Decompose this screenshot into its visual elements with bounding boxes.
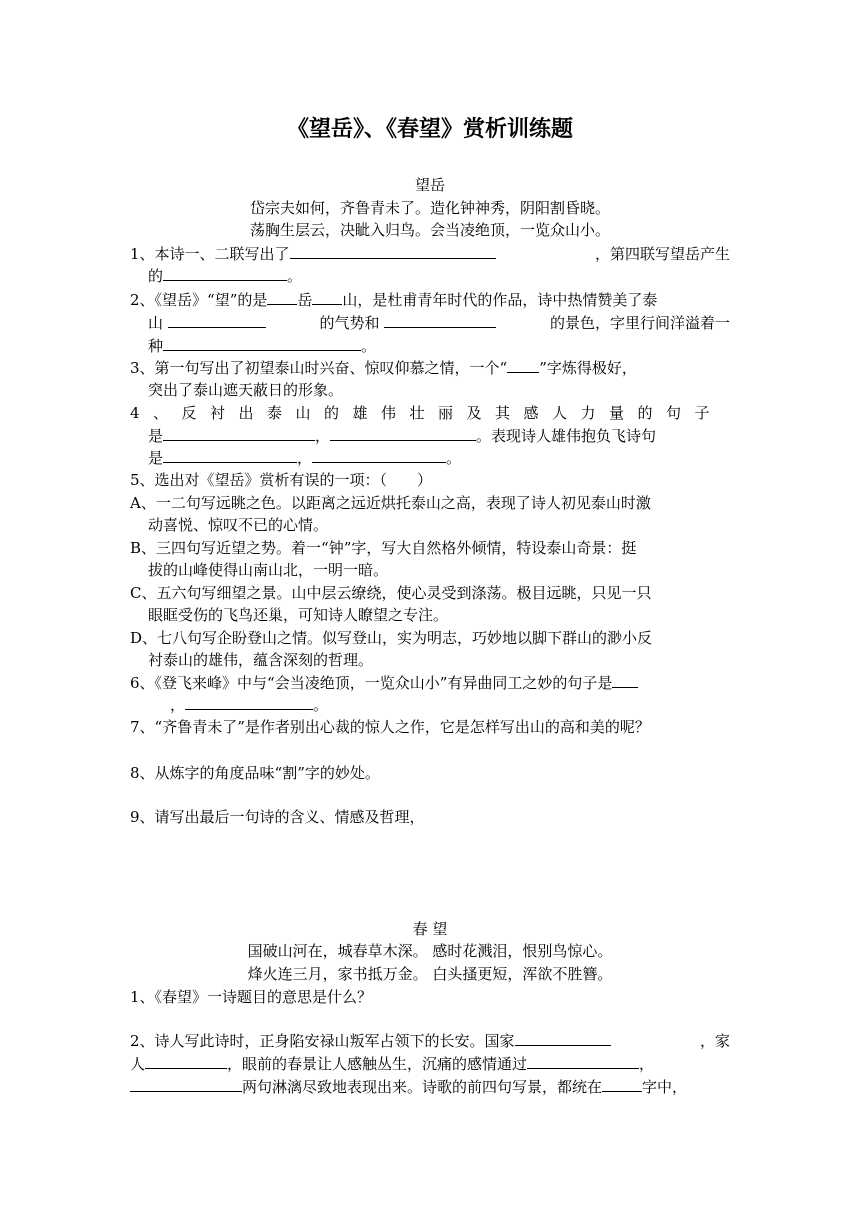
- q6-text-c: 。: [313, 696, 329, 714]
- p2q2-text-b: ，家: [699, 1032, 730, 1050]
- question-4: 4、反衬出泰山的雄伟壮丽及其感人力量的句子: [130, 404, 724, 422]
- poem2-question-2: [130, 1030, 730, 1051]
- q4-text-d: 。表现诗人雄伟抱负飞诗句: [476, 427, 657, 445]
- p2q2-text-d: ，眼前的春景让人感触丛生，沉痛的感情通过: [227, 1055, 528, 1073]
- question-7: 7、“齐鲁青未了”是作者别出心裁的惊人之作，它是怎样写出山的高和美的呢？: [130, 718, 650, 736]
- question-1-cont: [148, 265, 302, 286]
- option-a: A、一二句写远眺之色。以距离之远近烘托泰山之高，表现了诗人初见泰山时激: [130, 494, 651, 512]
- answer-blank[interactable]: [130, 1076, 242, 1092]
- q1-text-d: 。: [287, 267, 303, 285]
- answer-blank[interactable]: [384, 312, 496, 328]
- answer-blank[interactable]: [330, 425, 476, 441]
- question-5: 5、选出对《望岳》赏析有误的一项：（ ）: [130, 471, 433, 489]
- q4-text-g: 。: [446, 449, 462, 467]
- q3-text-a: 3、第一句写出了初望泰山时兴奋、惊叹仰慕之情，一个“: [130, 359, 508, 377]
- q6-text-b: ，: [170, 696, 186, 714]
- option-c-cont: 眼眶受伤的飞鸟还巢，可知诗人瞭望之专注。: [148, 606, 449, 624]
- answer-blank[interactable]: [168, 312, 266, 328]
- answer-blank[interactable]: [312, 447, 446, 463]
- q1-text-b: ，第四联写望岳产生: [594, 245, 730, 263]
- p2q2-text-e: ，: [639, 1055, 655, 1073]
- poem1-line2: 荡胸生层云，决眦入归鸟。会当凌绝顶，一览众山小。: [249, 221, 610, 239]
- poem2-line1: 国破山河在，城春草木深。 感时花溅泪，恨别鸟惊心。: [247, 942, 613, 960]
- q4-text-b: 是: [148, 427, 164, 445]
- q2-text-f: 的景色，字里行间洋溢着一: [549, 314, 730, 332]
- question-3-cont: 突出了泰山遮天蔽日的形象。: [148, 381, 344, 399]
- option-b-cont: 拔的山峰使得山南山北，一明一暗。: [148, 561, 389, 579]
- answer-blank[interactable]: [527, 1053, 639, 1069]
- q4-text-e: 是: [148, 449, 164, 467]
- q1-text-a: 1、本诗一、二联写出了: [130, 245, 290, 263]
- answer-blank[interactable]: [185, 694, 313, 710]
- q2-text-e: 的气势和: [319, 314, 380, 332]
- q2-text-g: 种: [148, 337, 164, 355]
- question-2-cont2: [148, 335, 376, 356]
- q3-text-b: ”字炼得极好，: [539, 359, 637, 377]
- poem2-line2: 烽火连三月，家书抵万金。 白头搔更短，浑欲不胜簪。: [247, 965, 613, 983]
- q2-text-b: 岳: [297, 291, 313, 309]
- page-title: 《望岳》、《春望》赏析训练题: [286, 117, 573, 142]
- q2-text-h: 。: [361, 337, 377, 355]
- answer-blank[interactable]: [312, 289, 342, 305]
- question-3: [130, 357, 637, 378]
- answer-blank[interactable]: [612, 672, 638, 688]
- answer-blank[interactable]: [163, 335, 361, 351]
- q4-text-c: ，: [315, 427, 331, 445]
- answer-blank[interactable]: [290, 243, 496, 259]
- answer-blank[interactable]: [507, 357, 539, 373]
- answer-blank[interactable]: [515, 1030, 611, 1046]
- q4-text-f: ，: [297, 449, 313, 467]
- answer-blank[interactable]: [267, 289, 297, 305]
- answer-blank[interactable]: [602, 1076, 642, 1092]
- answer-blank[interactable]: [145, 1053, 227, 1069]
- option-d-cont: 衬泰山的雄伟，蕴含深刻的哲理。: [148, 651, 374, 669]
- poem1-line1: 岱宗夫如何，齐鲁青未了。造化钟神秀，阴阳割昏晓。: [249, 199, 610, 217]
- question-2-cont: [148, 312, 730, 333]
- poem2-question-1: 1、《春望》一诗题目的意思是什么？: [130, 988, 373, 1006]
- p2q2-text-g: 字中，: [642, 1078, 688, 1096]
- q1-text-c: 的: [148, 267, 164, 285]
- question-4-cont2: [148, 447, 461, 468]
- p2q2-text-a: 2、诗人写此诗时，正身陷安禄山叛军占领下的长安。国家: [130, 1032, 515, 1050]
- q2-text-a: 2、《望岳》“望”的是: [130, 291, 268, 309]
- question-1: [130, 243, 730, 264]
- q2-text-d: 山: [148, 314, 164, 332]
- p2q2-text-f: 两句淋漓尽致地表现出来。诗歌的前四句写景，都统在: [242, 1078, 603, 1096]
- question-6: [130, 672, 638, 693]
- answer-blank[interactable]: [163, 265, 287, 281]
- q6-text-a: 6、《登飞来峰》中与“会当凌绝顶，一览众山小”有异曲同工之妙的句子是: [130, 674, 613, 692]
- option-c: C、五六句写细望之景。山中层云缭绕，使心灵受到涤荡。极目远眺，只见一只: [130, 584, 652, 602]
- answer-blank[interactable]: [163, 425, 315, 441]
- option-b: B、三四句写近望之势。着一“钟”字，写大自然格外倾情，特设泰山奇景：挺: [130, 539, 637, 557]
- poem2-question-2-cont: [130, 1053, 654, 1074]
- answer-blank[interactable]: [163, 447, 297, 463]
- question-4-cont: [148, 425, 656, 446]
- question-2: [130, 289, 657, 310]
- option-a-cont: 动喜悦、惊叹不已的心情。: [148, 516, 329, 534]
- question-8: 8、从炼字的角度品味“割”字的妙处。: [130, 764, 380, 782]
- poem1-title: 望岳: [414, 176, 445, 194]
- p2q2-text-c: 人: [130, 1055, 146, 1073]
- option-d: D、七八句写企盼登山之情。似写登山，实为明志，巧妙地以脚下群山的渺小反: [130, 629, 653, 647]
- poem2-title: 春 望: [412, 920, 448, 938]
- poem2-question-2-cont2: [130, 1076, 687, 1097]
- q2-text-c: 山，是杜甫青年时代的作品，诗中热情赞美了泰: [342, 291, 658, 309]
- question-6-cont: [170, 694, 328, 715]
- question-9: 9、请写出最后一句诗的含义、情感及哲理，: [130, 808, 425, 826]
